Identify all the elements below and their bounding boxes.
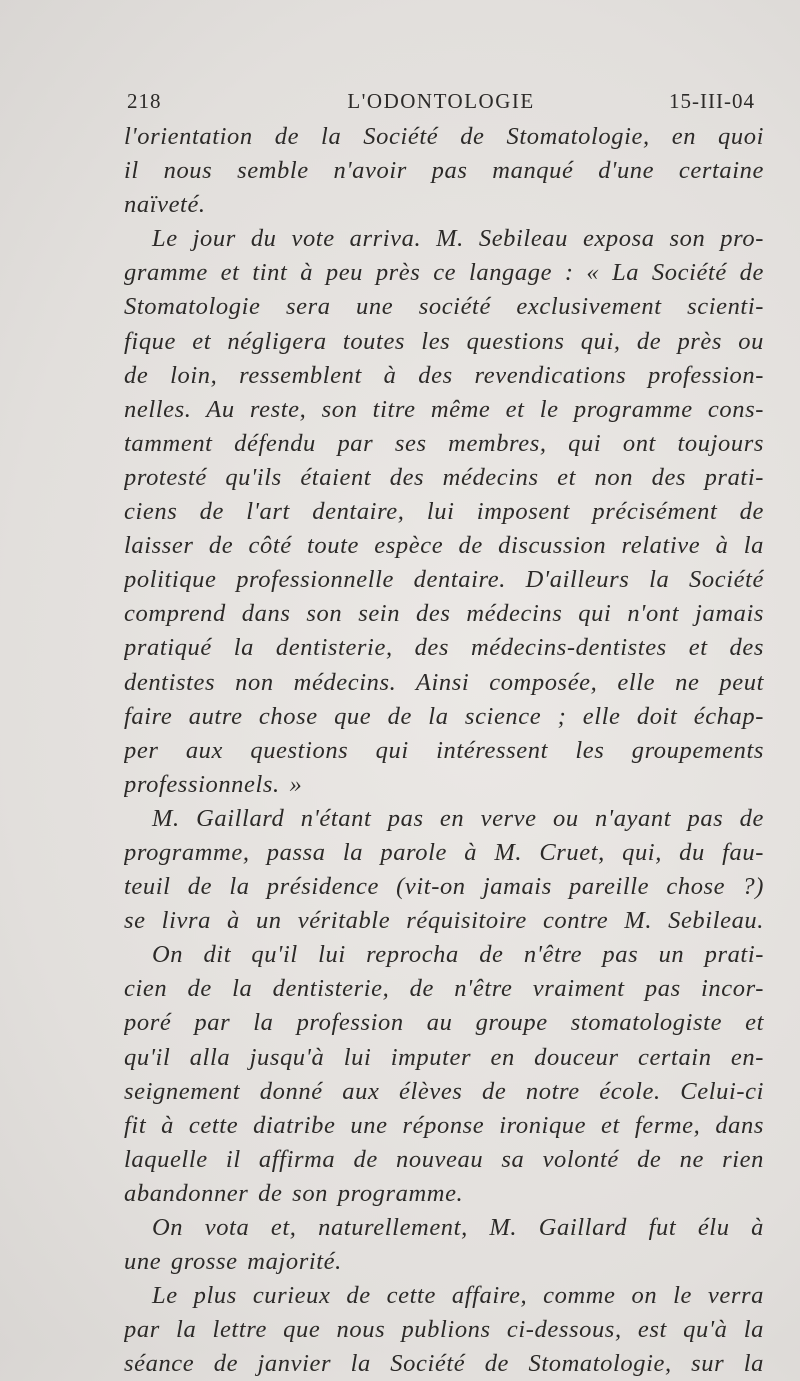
text-line: protesté qu'ils étaient des médecins et non des prati- xyxy=(124,463,764,491)
text-line: laquelle il affirma de nouveau sa volonté de ne rien xyxy=(124,1145,764,1173)
text-line: programme, passa la parole à M. Cruet, qui, du fau- xyxy=(124,838,764,866)
text-line: seignement donné aux élèves de notre école. Celui-ci xyxy=(124,1077,764,1105)
text-line: tamment défendu par ses membres, qui ont toujours xyxy=(124,429,764,457)
text-line: comprend dans son sein des médecins qui n'ont jamais xyxy=(124,600,764,628)
text-line: abandonner de son programme. xyxy=(124,1179,464,1207)
issue-date: 15-III-04 xyxy=(669,89,755,113)
text-line: Le jour du vote arriva. M. Sebileau exposa son pro- xyxy=(152,225,764,253)
running-header xyxy=(127,89,755,119)
text-line: fit à cette diatribe une réponse ironique et ferme, dans xyxy=(124,1111,764,1139)
text-line: naïveté. xyxy=(124,191,206,219)
text-line: dentistes non médecins. Ainsi composée, elle ne peut xyxy=(124,668,764,696)
text-line: teuil de la présidence (vit-on jamais pareille chose ?) xyxy=(124,873,764,901)
text-line: per aux questions qui intéressent les groupements xyxy=(124,736,764,764)
text-line: séance de janvier la Société de Stomatologie, sur la xyxy=(124,1350,764,1378)
text-line: M. Gaillard n'étant pas en verve ou n'ayant pas de xyxy=(152,804,764,832)
text-line: gramme et tint à peu près ce langage : « La Société de xyxy=(124,259,764,287)
text-line: il nous semble n'avoir pas manqué d'une certaine xyxy=(124,157,764,185)
text-line: cien de la dentisterie, de n'être vraiment pas incor- xyxy=(124,975,764,1003)
text-line: Le plus curieux de cette affaire, comme on le verra xyxy=(152,1282,764,1310)
text-line: nelles. Au reste, son titre même et le programme cons- xyxy=(124,395,764,423)
text-line: politique professionnelle dentaire. D'ailleurs la Société xyxy=(124,566,764,594)
text-line: une grosse majorité. xyxy=(124,1248,342,1276)
text-line: Stomatologie sera une société exclusivement scienti- xyxy=(124,293,764,321)
text-line: ciens de l'art dentaire, lui imposent précisément de xyxy=(124,498,764,526)
text-line: pratiqué la dentisterie, des médecins-dentistes et des xyxy=(124,634,764,662)
text-line: l'orientation de la Société de Stomatologie, en quoi xyxy=(124,123,764,150)
text-line: poré par la profession au groupe stomatologiste et xyxy=(124,1009,764,1037)
text-line: laisser de côté toute espèce de discussion relative à la xyxy=(124,532,764,560)
page-number: 218 xyxy=(127,89,162,113)
text-line: par la lettre que nous publions ci-dessous, est qu'à la xyxy=(124,1316,764,1344)
text-line: On dit qu'il lui reprocha de n'être pas un prati- xyxy=(152,941,764,969)
text-line: qu'il alla jusqu'à lui imputer en douceur certain en- xyxy=(124,1043,764,1071)
text-line: faire autre chose que de la science ; elle doit échap- xyxy=(124,702,764,730)
text-line: de loin, ressemblent à des revendications profession- xyxy=(124,361,764,389)
text-line: On vota et, naturellement, M. Gaillard fut élu à xyxy=(152,1214,764,1241)
body-text xyxy=(124,120,764,1381)
journal-title: L'ODONTOLOGIE xyxy=(347,89,535,113)
text-line: fique et négligera toutes les questions qui, de près ou xyxy=(124,327,764,355)
text-line: professionnels. » xyxy=(124,770,303,798)
text-line: se livra à un véritable réquisitoire contre M. Sebileau. xyxy=(124,907,764,935)
